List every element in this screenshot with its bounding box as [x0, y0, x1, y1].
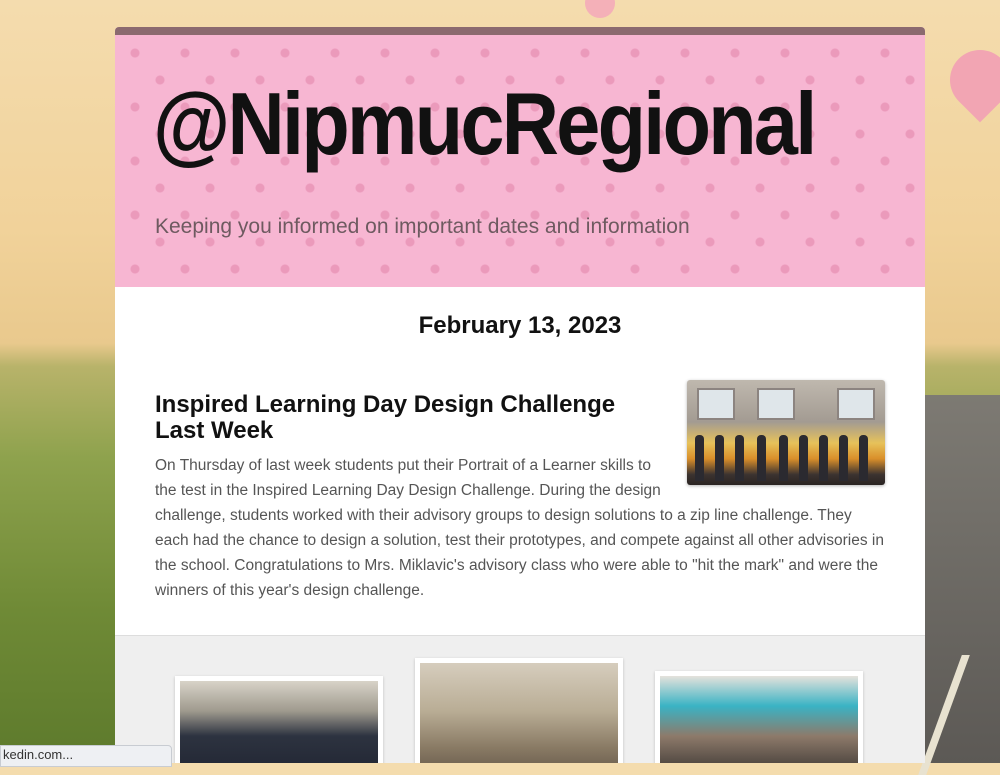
gallery-photo-3[interactable] — [655, 671, 863, 763]
newsletter-header — [115, 27, 925, 287]
background-road — [920, 395, 1000, 763]
article — [115, 392, 925, 603]
article-title: Inspired Learning Day Design Challenge Last Week — [155, 391, 616, 444]
gallery-photo-2[interactable] — [415, 658, 623, 763]
background-balloon — [585, 0, 615, 18]
photo-gallery — [115, 635, 925, 763]
article-photo[interactable] — [687, 380, 885, 485]
article-body: On Thursday of last week students put their Portrait of a Learner skills to the test in the Inspired Learning Day Design Challenge. During the design challenge, students worked with their advisory groups to design solutions to a zip line challenge. They each had the chance to design a solution, test their prototypes, and compete against all other advisories in the school. Congratulations to Mrs. Miklavic's advisory class who were able to "hit the mark" and were the winners of this year's design challenge. — [155, 457, 884, 599]
status-bar-url: kedin.com... — [0, 745, 172, 767]
newsletter-tagline: Keeping you informed on important dates and information — [155, 215, 690, 238]
newsletter-card — [115, 27, 925, 763]
background-heart-balloon — [938, 38, 1000, 123]
gallery-photo-1[interactable] — [175, 676, 383, 763]
newsletter-date: February 13, 2023 — [418, 312, 622, 339]
newsletter-title: @NipmucRegional — [153, 74, 815, 173]
